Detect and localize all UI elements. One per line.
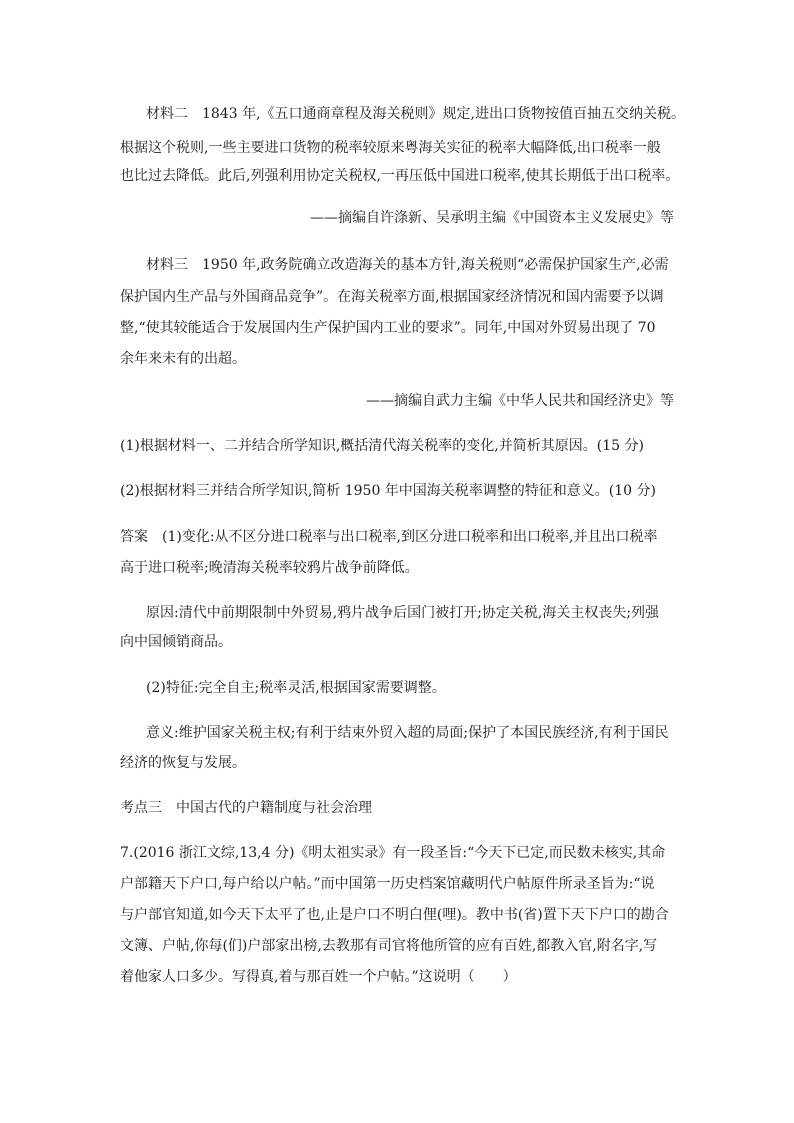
material3-line-1: 材料三 1950 年,政务院确立改造海关的基本方针,海关税则“必需保护国家生产,必需	[146, 257, 669, 273]
question-1: (1)根据材料一、二并结合所学知识,概括清代海关税率的变化,并简析其原因。(15 分)	[120, 438, 644, 454]
answer-reason-line-1: 原因:清代中前期限制中外贸易,鸦片战争后国门被打开;协定关税,海关主权丧失;列强	[146, 605, 660, 621]
material3-line-3: 整,“使其较能适合于发展国内生产保护国内工业的要求”。同年,中国对外贸易出现了 70	[120, 320, 656, 336]
question-2: (2)根据材料三并结合所学知识,简析 1950 年中国海关税率调整的特征和意义。(10 分)	[120, 483, 656, 499]
question7-line-3: 与户部官知道,如今天下太平了也,止是户口不明白俚(哩)。教中书(省)置下天下户口的勘合	[120, 907, 669, 923]
question7-line-2: 户部籍天下户口,每户给以户帖。”而中国第一历史档案馆藏明代户帖原件所录圣旨为:“说	[120, 876, 655, 892]
answer-feature: (2)特征:完全自主;税率灵活,根据国家需要调整。	[146, 680, 446, 696]
answer-change-line-1: 答案 (1)变化:从不区分进口税率与出口税率,到区分进口税率和出口税率,并且出口税率	[120, 529, 658, 545]
material3-line-4: 余年来未有的出超。	[120, 351, 246, 367]
material2-line-3: 也比过去降低。此后,列强利用协定关税权,一再压低中国进口税率,使其长期低于出口税率。	[120, 168, 680, 184]
material2-line-2: 根据这个税则,一些主要进口货物的税率较原来粤海关实征的税率大幅降低,出口税率一般	[120, 140, 661, 156]
answer-reason-line-2: 向中国倾销商品。	[120, 634, 232, 650]
question7-line-5: 着他家人口多少。写得真,着与那百姓一个户帖。”这说明（ ）	[120, 969, 517, 985]
question7-line-4: 文簿、户帖,你每(们)户部家出榜,去教那有司官将他所管的应有百姓,都教入官,附名字,写	[120, 938, 658, 954]
question7-line-1: 7.(2016 浙江文综,13,4 分)《明太祖实录》有一段圣旨:“今天下已定,而民数未核实,其命	[120, 845, 666, 861]
answer-change-line-2: 高于进口税率;晚清海关税率较鸦片战争前降低。	[120, 560, 419, 576]
section-heading: 考点三 中国古代的户籍制度与社会治理	[120, 800, 372, 816]
material2-line-1: 材料二 1843 年,《五口通商章程及海关税则》规定,进出口货物按值百抽五交纳关税。	[146, 106, 685, 122]
answer-meaning-line-2: 经济的恢复与发展。	[120, 755, 246, 771]
material2-source: ——摘编自许涤新、吴承明主编《中国资本主义发展史》等	[310, 210, 674, 226]
material3-line-2: 保护国内生产品与外国商品竞争”。在海关税率方面,根据国家经济情况和国内需要予以调	[120, 289, 664, 305]
material3-source: ——摘编自武力主编《中华人民共和国经济史》等	[366, 393, 674, 409]
answer-meaning-line-1: 意义:维护国家关税主权;有利于结束外贸入超的局面;保护了本国民族经济,有利于国民	[146, 725, 669, 741]
